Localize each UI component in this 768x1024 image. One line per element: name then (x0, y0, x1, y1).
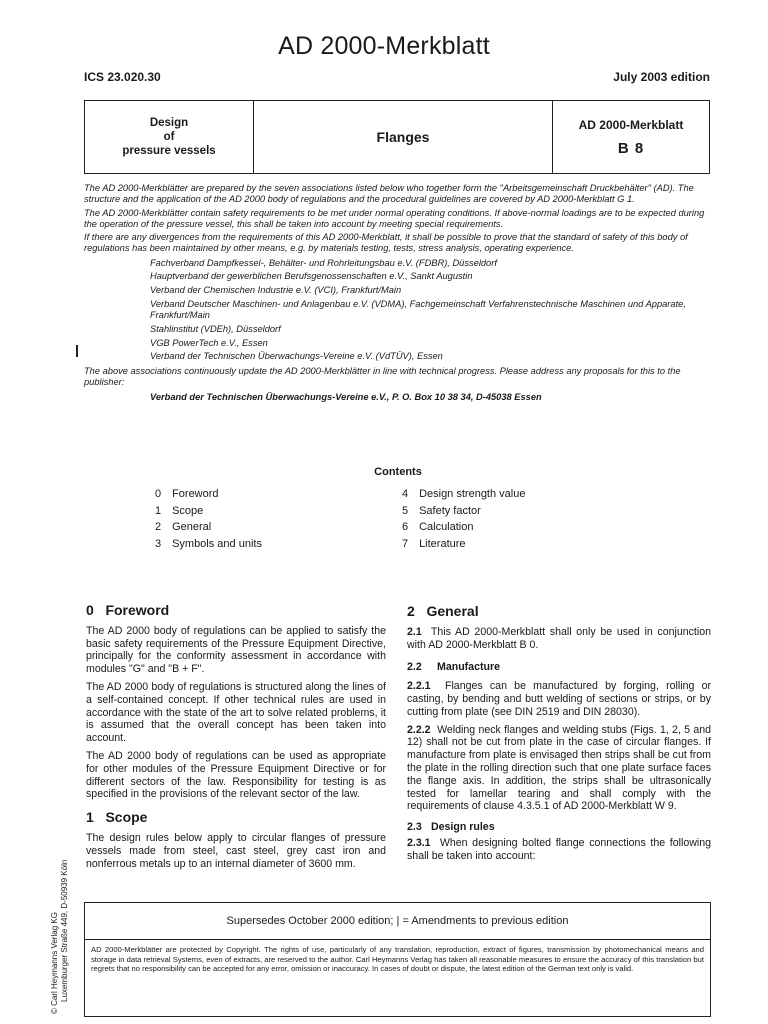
clause-title: Design rules (431, 821, 495, 834)
intro-paragraph: The above associations continuously update the AD 2000-Merkblätter in line with technical progress. Please address any proposals for this to the publisher: (84, 365, 681, 387)
scope-paragraph: The design rules below apply to circular flanges of pressure vessels made from steel, cast steel, grey cast iron and nonferrous metals up to an internal diameter of 3600 mm. (86, 831, 386, 870)
intro-section (84, 183, 712, 403)
toc-left-column (155, 486, 262, 553)
toc-label: Calculation (419, 521, 474, 534)
header-category-line: Design (149, 117, 189, 129)
toc-item (402, 536, 525, 553)
association-item: Stahlinstitut (VDEh), Düsseldorf (150, 323, 281, 334)
header-series-name: AD 2000-Merkblatt (578, 117, 684, 132)
association-item: Verband der Chemischen Industrie e.V. (VCI), Frankfurt/Main (150, 285, 402, 296)
toc-item (402, 519, 525, 536)
toc-item (155, 486, 262, 503)
association-item: VGB PowerTech e.V., Essen (150, 337, 268, 348)
toc-number: 0 (155, 488, 162, 500)
foreword-paragraph: The AD 2000 body of regulations is structured along the lines of a self-contained concept. If other technical rules are used in accordance with the state of the art to solve related problems, it is assumed that the overall concept has been taken into account. (86, 680, 386, 745)
association-item: Verband Deutscher Maschinen- und Anlagenbau e.V. (VDMA), Fachgemeinschaft Verfahrenstechnische Maschinen und Apparate, Frankfurt/Main (150, 298, 686, 321)
publisher-address: Verband der Technischen Überwachungs-Vereine e.V., P. O. Box 10 38 34, D-45038 Essen (150, 392, 542, 403)
scope-heading: 1 Scope (86, 809, 148, 826)
publisher-imprint (50, 860, 70, 1014)
toc-label: Foreword (172, 488, 219, 500)
ics-code: ICS 23.020.30 (84, 70, 161, 84)
header-series-code: B 8 (617, 139, 645, 157)
header-box (84, 100, 710, 174)
footer-box (84, 902, 711, 1017)
left-column (86, 604, 386, 875)
clause-text: Flanges can be manufactured by forging, rolling or casting, by bending and butt welding of sections or strips, or by cutting from plate (see DIN 2519 and DIN 28030). (407, 680, 711, 718)
toc-label: Safety factor (419, 504, 481, 517)
toc-item (402, 503, 525, 520)
header-subject: Flanges (254, 101, 553, 173)
document-title: AD 2000-Merkblatt (278, 32, 490, 60)
clause-number: 2.3.1 (407, 836, 431, 849)
supersedes-note: Supersedes October 2000 edition; | = Amendments to previous edition (85, 903, 710, 940)
imprint-line: © Carl Heymanns Verlag KG (50, 912, 59, 1014)
intro-paragraph: The AD 2000-Merkblätter contain safety requirements to be met under normal operating conditions. If above-normal loadings are to be expected during the operation of the pressure vessel, this shall be taken into account by meeting special requirements. (84, 207, 705, 229)
toc-label: Literature (419, 538, 466, 551)
association-list (150, 258, 712, 363)
clause-2-2-1 (407, 680, 711, 718)
clause-number: 2.1 (407, 625, 422, 638)
header-category-line: of (163, 131, 175, 143)
clause-2-3-1 (407, 837, 711, 863)
toc-number: 1 (155, 504, 162, 517)
header-category-line: pressure vessels (122, 145, 216, 157)
foreword-paragraph: The AD 2000 body of regulations can be used as appropriate for other modules of the Pressure Equipment Directive or for different sectors of the law. Responsibility for testing is as specified in the provisions of the relevant sector of the law. (86, 749, 386, 801)
general-heading: 2 General (407, 603, 479, 619)
toc-label: Scope (172, 504, 204, 517)
toc-label: Symbols and units (172, 538, 262, 551)
toc-item (402, 486, 525, 503)
clause-2-1 (407, 626, 711, 652)
toc-number: 2 (155, 521, 162, 534)
toc-label: General (172, 521, 212, 534)
association-item: Hauptverband der gewerblichen Berufsgenossenschaften e.V., Sankt Augustin (150, 271, 473, 282)
intro-paragraph: The AD 2000-Merkblätter are prepared by the seven associations listed below who together form the "Arbeitsgemeinschaft Druckbehälter" (AD). The structure and the application of the AD 2000 body of regulations and the procedural guidelines are covered by AD 2000-Merkblatt G 1. (84, 183, 694, 205)
clause-number: 2.3 (407, 821, 422, 834)
toc-label: Design strength value (419, 488, 526, 500)
intro-paragraph: If there are any divergences from the requirements of this AD 2000-Merkblatt, it shall be possible to prove that the standard of safety of this body of regulations has been maintained by other means, e.g. by materials testing, tests, stress analysis, operating experience. (84, 232, 688, 254)
clause-number: 2.2 (407, 661, 422, 674)
clause-number: 2.2.2 (407, 723, 431, 736)
clause-text: When designing bolted flange connections the following shall be taken into account: (407, 836, 711, 862)
toc-item (155, 503, 262, 520)
clause-2-2-2 (407, 724, 711, 814)
clause-title: Manufacture (437, 661, 500, 674)
clause-text: This AD 2000-Merkblatt shall only be used in conjunction with AD 2000-Merkblatt B 0. (407, 625, 712, 651)
contents-title: Contents (374, 466, 422, 478)
imprint-line: Luxemburger Straße 449, D-50939 Köln (60, 859, 69, 1002)
association-item: Fachverband Dampfkessel-, Behälter- und Rohrleitungsbau e.V. (FDBR), Düsseldorf (150, 257, 497, 268)
amendment-marker (76, 345, 78, 357)
toc-item (155, 536, 262, 553)
foreword-paragraph: The AD 2000 body of regulations can be applied to satisfy the basic safety requirements of the Pressure Equipment Directive, principally for the conformity assessment in accordance with modules "G" and "B + F". (86, 624, 386, 676)
toc-number: 3 (155, 538, 162, 551)
edition-date: July 2003 edition (613, 70, 710, 84)
design-rules-heading (407, 821, 711, 834)
toc-number: 6 (402, 521, 409, 534)
toc-item (155, 519, 262, 536)
header-category (85, 101, 254, 173)
header-series (553, 101, 709, 173)
toc-number: 7 (402, 538, 409, 551)
toc-number: 4 (402, 488, 409, 500)
toc-right-column (402, 486, 525, 553)
clause-number: 2.2.1 (407, 680, 431, 693)
foreword-heading: 0 Foreword (86, 602, 170, 618)
right-column (407, 605, 711, 868)
manufacture-heading (407, 661, 711, 674)
clause-text: Welding neck flanges and welding stubs (Figs. 1, 2, 5 and 12) shall not be cut from plate in the case of circular flanges. If manufacture from plate is envisaged then strips shall be cut from the plate in the rolling direction such that one plate surface faces the flange axis. In addition, the strips shall be ultrasonically tested for lamellar tearing and shall comply with the requirements of clause 4.3.5.1 of AD 2000-Merkblatt W 9. (407, 723, 711, 813)
association-item: Verband der Technischen Überwachungs-Vereine e.V. (VdTÜV), Essen (150, 351, 443, 362)
toc-number: 5 (402, 504, 409, 517)
copyright-notice: AD 2000-Merkblätter are protected by Copyright. The rights of use, particularly of any translation, reproduction, extract of figures, transmission by photomechanical means and storage in data retrieval Systems, even of extracts, are reserved to the author. Carl Heymanns Verlag has taken all reasonable measures to ensure the accuracy of this translation but regrets that no responsibility can be accepted for any error, omission or inaccuracy. In cases of doubt or dispute, the latest edition of the German text only is valid. (91, 945, 704, 974)
